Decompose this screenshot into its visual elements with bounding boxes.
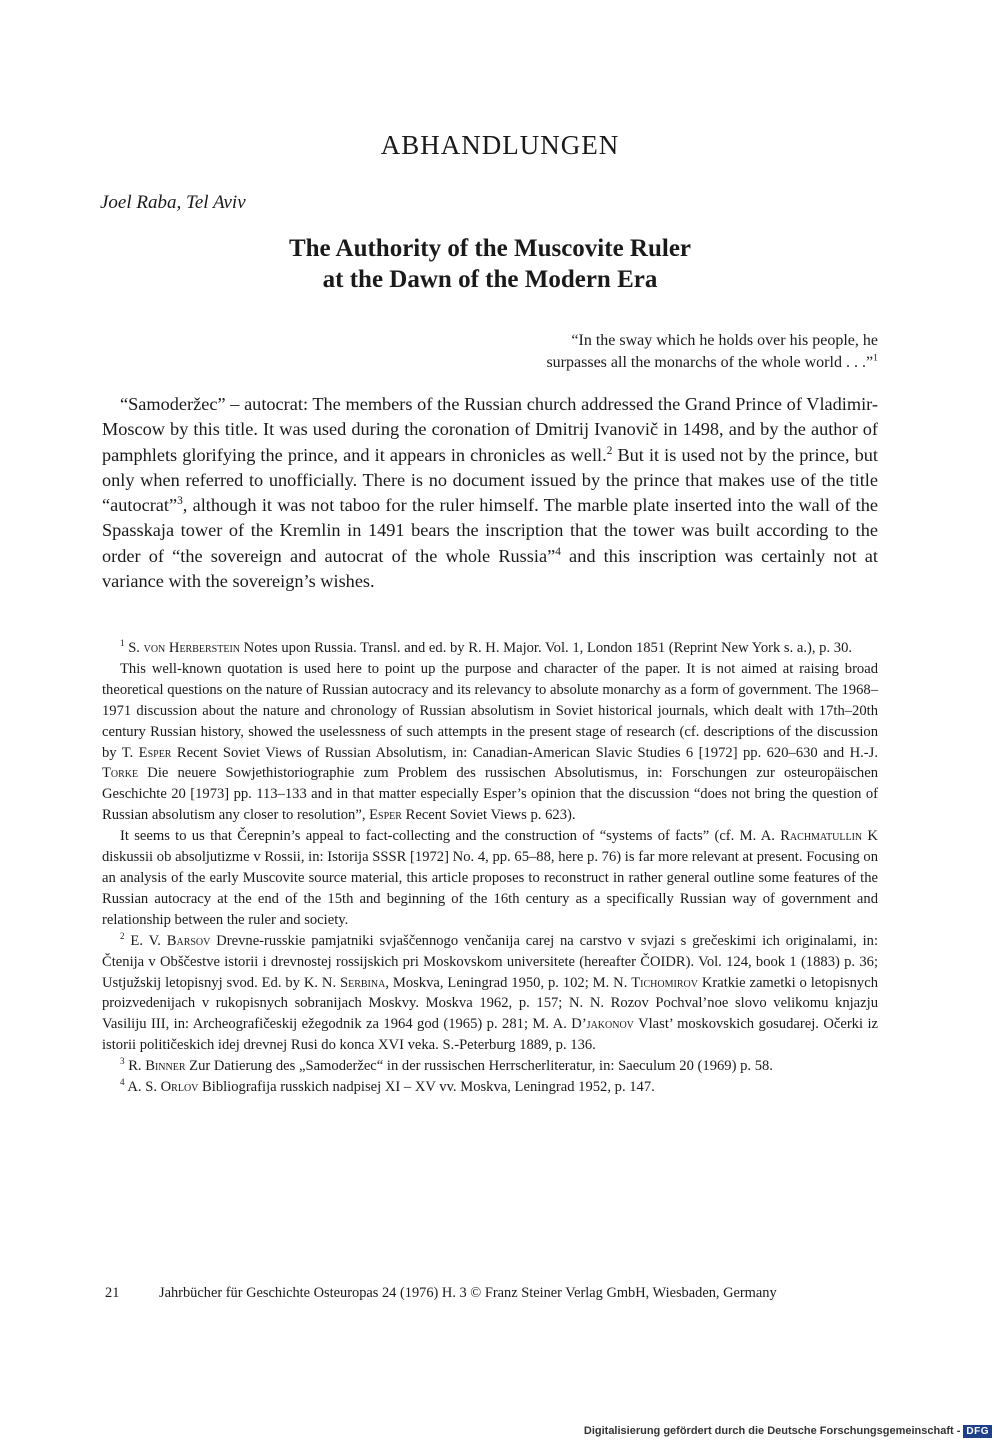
body-text-4: and this inscription was certainly not at variance with the sovereign’s wishes. <box>102 545 879 592</box>
fn1b-author-esper-2: Esper <box>369 807 402 824</box>
author-line: Joel Raba, Tel Aviv <box>100 192 246 213</box>
footnote-4 <box>102 1077 878 1098</box>
journal-citation: Jahrbücher für Geschichte Osteuropas 24 (1976) H. 3 © Franz Steiner Verlag GmbH, Wiesbaden, Germany <box>159 1285 777 1301</box>
footnote-1-paragraph-2 <box>102 659 878 826</box>
funding-text: Digitalisierung gefördert durch die Deutsche Forschungsgemeinschaft - <box>583 1425 961 1437</box>
footnote-number-3: 3 <box>120 1056 125 1067</box>
section-heading: ABHANDLUNGEN <box>380 130 620 160</box>
footnote-number-4: 4 <box>120 1077 125 1088</box>
fn3-text-1: Zur Datierung des „Samoderžec“ in der russischen Herrscherliteratur, in: Saeculum 20 (1969) p. 58. <box>185 1058 773 1075</box>
fn4-pre: A. S. <box>127 1079 161 1096</box>
fn2-author-serbina: Serbina <box>339 974 386 991</box>
fn2-text-1: Drevne-russkie pamjatniki svjaščennogo venčanija carej na carstvo v svjazi s grečeskimi ich originalami, in: Čtenija v Obščestve istorii i drevnostej rossijskich pri Moskovskom universitete (hereafter ČOIDR). Vol. 124, book 1 (1883) p. 36; Ustjužskij letopisnyj svod. Ed. by K. N. <box>102 932 878 991</box>
fn2-author-djakonov: D’jakonov <box>571 1016 634 1033</box>
fn2-text-4: Vlast’ moskovskich gosudarej. Očerki iz istorii političeskich idej drevnej Rusi do konca XVI veka. S.-Peterburg 1889, p. 136. <box>102 1016 878 1054</box>
epigraph-line-2 <box>458 352 878 374</box>
footnote-1-author: S. von Herberstein <box>128 640 241 656</box>
fn2-text-2: , Moskva, Leningrad 1950, p. 102; M. N. <box>385 974 632 991</box>
fn3-author-binner: Binner <box>145 1058 186 1075</box>
fn1b-author-torke: Torke <box>102 765 139 782</box>
body-paragraph <box>102 392 878 594</box>
article-title-line-1: The Authority of the Muscovite Ruler <box>288 235 692 262</box>
fn2-text-3: Kratkie zametki o letopisnych proizvedenijach v rukopisnych sobranijach Moskvy. Moskva 1962, p. 157; N. N. Rozov Pochval’noe slovo velikomu knjazju Vasiliju III, in: Archeografičeskij ežegodnik za 1964 god (1965) p. 281; M. A. <box>102 974 878 1033</box>
fn1b-text-4: Recent Soviet Views p. 623). <box>401 807 576 824</box>
footnote-1-text: Notes upon Russia. Transl. and ed. by R. H. Major. Vol. 1, London 1851 (Reprint New York s. a.), p. 30. <box>240 640 853 656</box>
footnote-1 <box>102 638 878 659</box>
footnote-ref-2[interactable]: 2 <box>606 444 613 457</box>
footnote-3 <box>102 1056 878 1077</box>
footnote-ref-3[interactable]: 3 <box>177 495 183 508</box>
fn1b-text-3: Die neuere Sowjethistoriographie zum Problem des russischen Absolutismus, in: Forschungen zur osteuropäischen Geschichte 20 [1973] pp. 113–133 and in that matter especially Esper’s opinion that the discussion “does not bring the question of Russian absolutism any closer to resolution”, <box>102 765 878 824</box>
epigraph-line-1: “In the sway which he holds over his people, he <box>571 332 878 349</box>
body-text-3: , although it was not taboo for the ruler himself. The marble plate inserted into the wall of the Spasskaja tower of the Kremlin in 1491 bears the inscription that the tower was built according to the order of “the sovereign and autocrat of the whole Russia” <box>102 495 878 566</box>
epigraph <box>458 330 878 374</box>
article-title <box>100 233 880 295</box>
fn1b-text-1: This well-known quotation is used here to point up the purpose and character of the paper. It is not aimed at raising broad theoretical questions on the nature of Russian autocracy and its relevancy to absolute monarchy as a form of government. The 1968–1971 discussion about the nature and chronology of Russian absolutism in Soviet historical journals, which dealt with 17th–20th century Russian history, showed the uselessness of such attempts in the present stage of research (cf. descriptions of the discussion by T. <box>102 660 878 761</box>
article-title-line-2: at the Dawn of the Modern Era <box>322 266 658 293</box>
footnote-number-1: 1 <box>120 638 125 649</box>
fn4-text-1: Bibliografija russkich nadpisej XI – XV vv. Moskva, Leningrad 1952, p. 147. <box>198 1079 655 1096</box>
fn1b-text-2: Recent Soviet Views of Russian Absolutism, in: Canadian-American Slavic Studies 6 [1972] pp. 620–630 and H.-J. <box>171 744 878 761</box>
page-footer <box>105 1285 885 1302</box>
page-number: 21 <box>105 1285 120 1301</box>
footnote-1-paragraph-3 <box>102 826 878 931</box>
fn3-pre: R. <box>128 1058 146 1075</box>
dfg-logo: DFG <box>963 1425 992 1438</box>
footnote-2 <box>102 931 878 1056</box>
fn1b-author-esper: Esper <box>138 744 172 761</box>
fn2-author-barsov: Barsov <box>166 932 211 949</box>
epigraph-line-2-text: surpasses all the monarchs of the whole world . . .” <box>546 354 874 371</box>
body-text-2: But it is used not by the prince, but only when referred to unofficially. There is no document issued by the prince that makes use of the title “autocrat” <box>102 444 878 516</box>
fn1c-text-1: It seems to us that Čerepnin’s appeal to fact-collecting and the construction of “systems of facts” (cf. M. A. <box>120 828 781 845</box>
footnotes <box>102 638 878 1098</box>
fn4-author-orlov: Orlov <box>160 1079 199 1096</box>
footnote-ref-1[interactable]: 1 <box>873 352 878 364</box>
footnote-ref-4[interactable]: 4 <box>555 545 561 558</box>
fn1c-author-rachmatullin: Rachmatullin <box>780 828 863 845</box>
fn2-pre: E. V. <box>130 932 167 949</box>
footnote-number-2: 2 <box>120 930 125 941</box>
body-text-1: “Samoderžec” – autocrat: The members of the Russian church addressed the Grand Prince of Vladimir-Moscow by this title. It was used during the coronation of Dmitrij Ivanovič in 1498, and by the author of pamphlets glorifying the prince, and it appears in chronicles as well. <box>102 394 878 465</box>
fn1c-text-2: K diskussii ob absoljutizme v Rossii, in: Istorija SSSR [1972] No. 4, pp. 65–88, here p. 76) is far more relevant at present. Focusing on an analysis of the early Muscovite source material, this article proposes to reconstruct in rather general outline some features of the Russian autocracy at the end of the 15th and beginning of the 16th century as a specifically Russian way of government and relationship between the ruler and society. <box>102 828 878 928</box>
funding-note <box>584 1425 992 1438</box>
fn2-author-tichomirov: Tichomirov <box>631 974 698 991</box>
